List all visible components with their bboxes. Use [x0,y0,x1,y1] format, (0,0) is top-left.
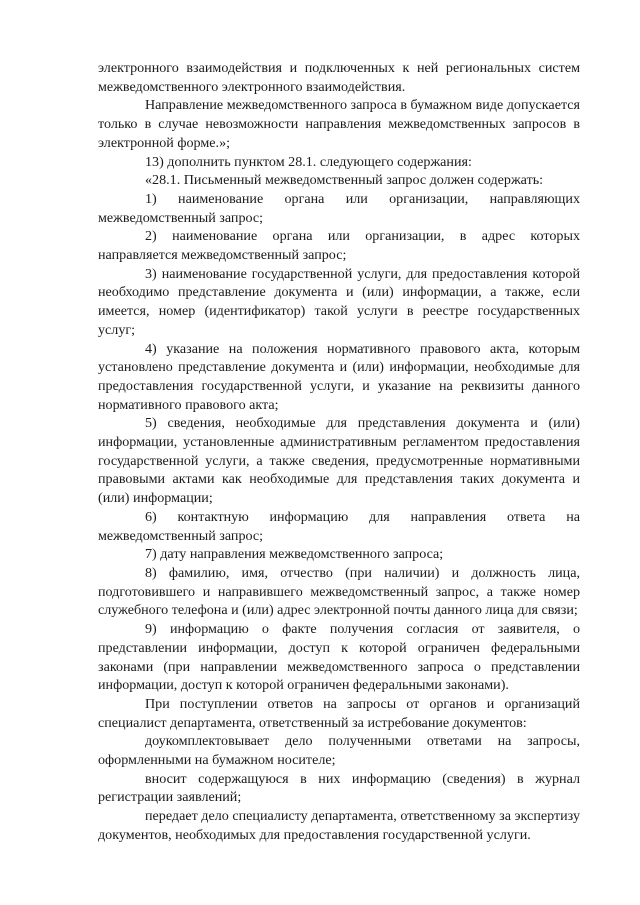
paragraph: передает дело специалисту департамента, ответственному за экспертизу документов, необходимых для предоставления государственной услуги. [98,808,580,843]
paragraph: 4) указание на положения нормативного правового акта, которым установлено представление документа и (или) информации, необходимые для предоставления государственной услуги, и указание на реквизиты данного нормативного правового акта; [98,340,580,413]
paragraph: 1) наименование органа или организации, направляющих межведомственный запрос; [98,190,580,226]
paragraph: вносит содержащуюся в них информацию (сведения) в журнал регистрации заявлений; [98,770,580,806]
paragraph: 2) наименование органа или организации, в адрес которых направляется межведомственный запрос; [98,228,580,264]
paragraph: 9) информацию о факте получения согласия от заявителя, о представлении информации, доступ к которой ограничен федеральными законами (при направлении межведомственного запроса о представлении информации, доступ к которой ограничен федеральными законами). [98,621,580,694]
paragraph: 5) сведения, необходимые для представления документа и (или) информации, установленные административным регламентом предоставления государственной услуги, а также сведения, предусмотренные нормативными правовыми актами как необходимые для представления таких документа и (или) информации; [98,415,580,507]
paragraph: 8) фамилию, имя, отчество (при наличии) и должность лица, подготовившего и направившего межведомственный запрос, а также номер служебного телефона и (или) адрес электронной почты данного лица для связи; [98,564,580,619]
paragraph: 3) наименование государственной услуги, для предоставления которой необходимо представление документа и (или) информации, а также, если имеется, номер (идентификатор) такой услуги в реестре государственных услуг; [98,265,580,338]
document-body [98,59,580,845]
paragraph: доукомплектовывает дело полученными ответами на запросы, оформленными на бумажном носителе; [98,733,580,769]
paragraph: Направление межведомственного запроса в бумажном виде допускается только в случае невозможности направления межведомственных запросов в электронной форме.»; [98,97,581,151]
paragraph: 6) контактную информацию для направления ответа на межведомственный запрос; [98,508,580,544]
paragraph: 7) дату направления межведомственного запроса; [145,546,444,563]
paragraph: «28.1. Письменный межведомственный запрос должен содержать: [145,172,544,189]
paragraph: 13) дополнить пунктом 28.1. следующего содержания: [145,153,472,170]
paragraph: электронного взаимодействия и подключенных к ней региональных систем межведомственного электронного взаимодействия. [98,60,580,95]
paragraph: При поступлении ответов на запросы от органов и организаций специалист департамента, ответственный за истребование документов: [98,695,580,731]
